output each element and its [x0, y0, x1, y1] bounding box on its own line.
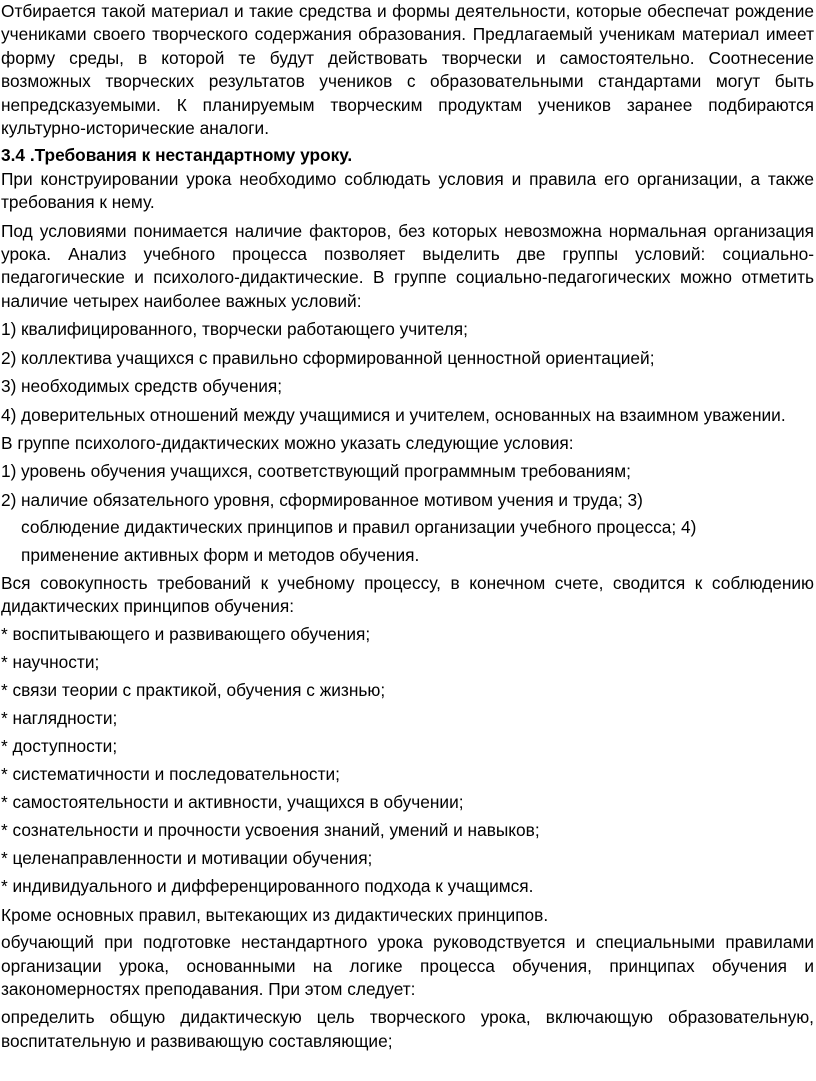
paragraph-requirements: Вся совокупность требований к учебному процессу, в конечном счете, сводится к соблюдению дидактических принципов обучения:	[1, 572, 814, 617]
list-item-number: 2)	[1, 347, 17, 368]
psych-conditions-list	[1, 460, 814, 567]
list-item-number: 1)	[1, 319, 17, 340]
social-conditions-list	[1, 318, 814, 427]
list-item	[1, 489, 814, 512]
list-item: * самостоятельности и активности, учащихся в обучении;	[1, 792, 464, 813]
list-item-number: 2)	[1, 489, 17, 510]
list-item	[1, 318, 814, 341]
list-item-number: 4)	[1, 404, 17, 425]
list-item-text: наличие обязательного уровня, сформированное мотивом учения и труда; 3)	[21, 489, 643, 510]
list-item-number: 1)	[1, 461, 17, 482]
paragraph-construction-conditions: При конструировании урока необходимо соблюдать условия и правила его организации, а также требования к нему.	[1, 168, 814, 213]
list-item-text: коллектива учащихся с правильно сформированной ценностной ориентацией;	[21, 347, 655, 368]
list-item-text: квалифицированного, творчески работающего учителя;	[21, 319, 468, 340]
paragraph-special-rules: обучающий при подготовке нестандартного урока руководствуется и специальными правилами организации урока, основанными на логике процесса обучения, принципах обучения и закономерностях преподавания. При этом следует:	[1, 932, 814, 999]
principles-list	[1, 623, 814, 898]
list-item	[1, 347, 814, 370]
list-item-text: уровень обучения учащихся, соответствующий программным требованиям;	[21, 461, 631, 482]
list-item-text: необходимых средств обучения;	[21, 376, 283, 397]
list-item-number: 3)	[1, 376, 17, 397]
paragraph-psych-conditions-intro: В группе психолого-дидактических можно указать следующие условия:	[1, 432, 574, 453]
list-item: * сознательности и прочности усвоения знаний, умений и навыков;	[1, 820, 540, 841]
list-item	[1, 375, 814, 398]
list-item: * воспитывающего и развивающего обучения;	[1, 624, 371, 645]
list-item-text: доверительных отношений между учащимися и учителем, основанных на взаимном уважении.	[21, 404, 786, 425]
list-item-continuation: соблюдение дидактических принципов и правил организации учебного процесса; 4)	[21, 517, 697, 538]
list-item	[1, 404, 814, 427]
list-item: * целенаправленности и мотивации обучения;	[1, 848, 373, 869]
list-item: * индивидуального и дифференцированного подхода к учащимся.	[1, 876, 534, 897]
list-item: * научности;	[1, 652, 100, 673]
list-item-continuation: применение активных форм и методов обучения.	[21, 544, 420, 565]
list-item: * связи теории с практикой, обучения с жизнью;	[1, 680, 386, 701]
paragraph-define-goal: определить общую дидактическую цель творческого урока, включающую образовательную, воспитательную и развивающую составляющие;	[1, 1007, 814, 1051]
list-item: * систематичности и последовательности;	[1, 764, 340, 785]
paragraph-material-selection: Отбирается такой материал и такие средства и формы деятельности, которые обеспечат рождение учениками своего творческого содержания образования. Предлагаемый ученикам материал имеет форму среды, в которой те будут действовать творчески и самостоятельно. Соотнесение возможных творческих результатов учеников с образовательными стандартами могут быть непредсказуемыми. К планируемым творческим продуктам учеников заранее подбираются культурно-исторические аналоги.	[1, 1, 814, 139]
list-item: * наглядности;	[1, 708, 118, 729]
paragraph-conditions-definition: Под условиями понимается наличие факторов, без которых невозможна нормальная организация урока. Анализ учебного процесса позволяет выделить две группы условий: социально-педагогические и психолого-дидактические. В группе социально-педагогических можно отметить наличие четырех наиболее важных условий:	[1, 220, 814, 311]
list-item: * доступности;	[1, 736, 118, 757]
paragraph-basic-rules: Кроме основных правил, вытекающих из дидактических принципов.	[1, 904, 549, 925]
section-heading: 3.4 .Требования к нестандартному уроку.	[1, 145, 353, 166]
list-item	[1, 460, 814, 483]
